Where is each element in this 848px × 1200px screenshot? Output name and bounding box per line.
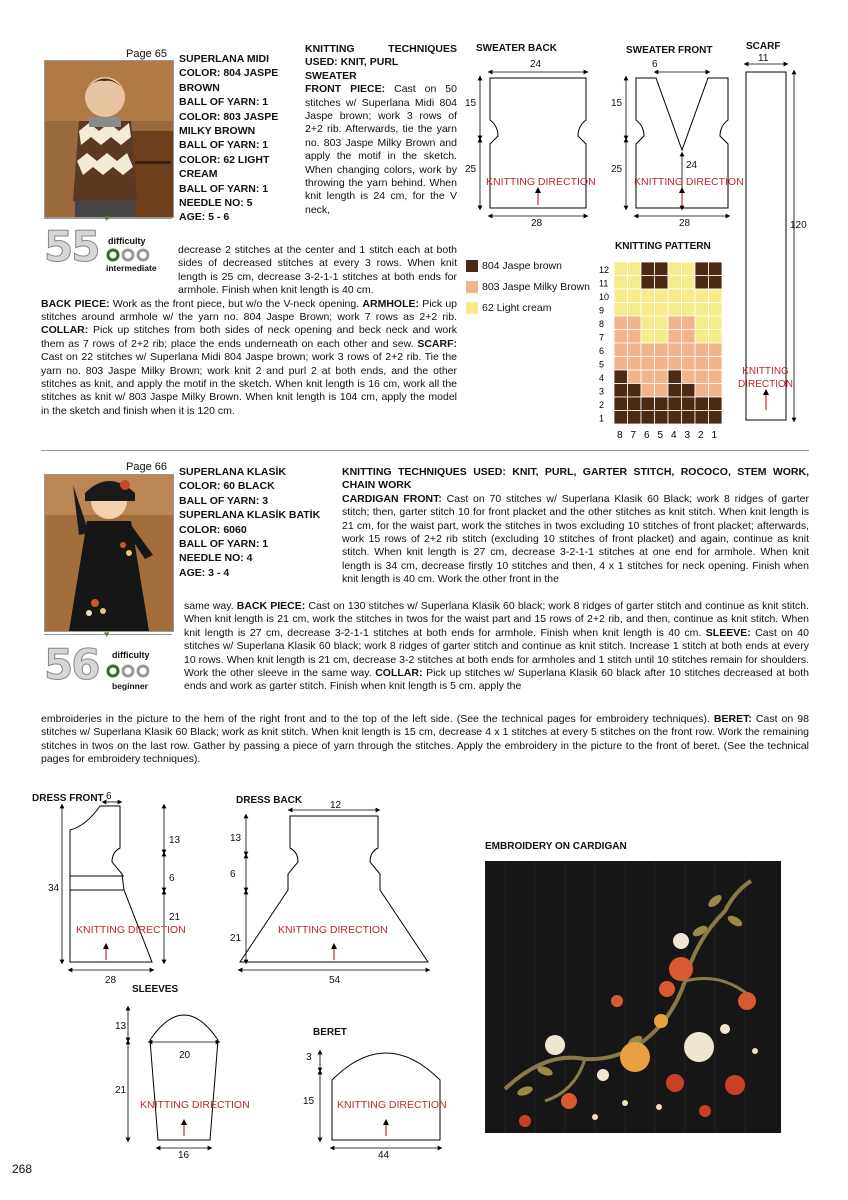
pattern-cell <box>655 289 669 303</box>
dress-front-title: DRESS FRONT <box>32 793 104 804</box>
pattern-cell <box>614 303 628 317</box>
col-label: 7 <box>630 430 637 441</box>
row-label: 1 <box>599 413 605 424</box>
dim-label: 28 <box>679 218 691 229</box>
pattern-cell <box>655 303 669 317</box>
page-ref: Page 65 <box>126 48 167 60</box>
pattern-cell <box>682 357 696 371</box>
row-label: 12 <box>599 265 610 275</box>
pattern-cell <box>668 276 682 290</box>
cardigan-front-text: CARDIGAN FRONT: Cast on 70 stitches w/ Superlana Klasik 60 Black; work 8 ridges of garter stitch; then, garter stitch 10 for front placket and the other stitches as knit stitch. When knit length is 21 cm, for the waist part, work the stitches in twos excluding 10 stitches of front placket; afterwards, work 15 rows of 2+2 rib stitch (excluding 10 stitches of front placket) and again, continue as knit stitch. When knit length is 27 cm, decrease 3-2-1-1 stitches at one end for armhole. When knit length is 34 cm, decrease firstly 10 stitches and then, 4 x 1 stitches for neck opening. Finish when knit length is 40 cm. Work the other front in the <box>342 492 809 586</box>
pattern-cell <box>628 276 642 290</box>
dim-label: 21 <box>169 912 181 923</box>
col-label: 1 <box>711 430 718 441</box>
pattern-cell <box>641 330 655 344</box>
dim-label: 24 <box>686 160 698 171</box>
spec-line: BALL OF YARN: 1 <box>179 96 269 109</box>
difficulty-level: intermediate <box>106 263 157 273</box>
pattern-cell <box>682 384 696 398</box>
pattern-cell <box>668 411 682 425</box>
pattern-cell <box>709 343 723 357</box>
dim-label: 25 <box>611 164 623 175</box>
difficulty-label: difficulty <box>112 650 150 660</box>
pattern-cell <box>614 330 628 344</box>
pattern-cell <box>641 384 655 398</box>
row-label: 4 <box>599 373 605 383</box>
dim-label: 120 <box>790 220 807 231</box>
col-label: 2 <box>698 430 704 441</box>
pattern-cell <box>709 303 723 317</box>
knitting-pattern-title: KNITTING PATTERN <box>615 241 711 252</box>
pattern-cell <box>682 343 696 357</box>
techniques-heading: KNITTING TECHNIQUES USED: KNIT, PURL, GARTER STITCH, ROCOCO, STEM WORK, CHAIN WORK <box>342 466 809 492</box>
heart-icon: ♥ <box>104 213 110 223</box>
dim-label: 6 <box>106 791 112 802</box>
pattern-cell <box>682 397 696 411</box>
pattern-cell <box>695 411 709 425</box>
dim-label: 28 <box>105 975 117 986</box>
pattern-cell <box>655 370 669 384</box>
spec-line: SUPERLANA KLASİK BATİK <box>179 509 321 522</box>
dim-label: 3 <box>306 1052 312 1063</box>
boy-photo <box>44 60 174 218</box>
dim-label: 54 <box>329 975 341 986</box>
pattern-cell <box>655 357 669 371</box>
pattern-cell <box>682 262 696 276</box>
row-label: 8 <box>599 319 605 329</box>
back-piece-text: same way. BACK PIECE: Cast on 130 stitches w/ Superlana Klasik 60 black; work 8 ridges of garter stitch and continue as knit stitch. When knit length is 21 cm, work the stitches in twos for the waist part and 15 rows of 2+2 rib, and then, continue as knit stitch. When knit length is 27 cm, decrease 3-2-1-1 stitches at both ends for armhole. Finish when knit length is 40 cm. SLEEVE: Cast on 40 stitches w/ Superlana Klasik 60 black; work 8 ridges of garter stitch and continue as knit stitch. Increase 1 stitch at both ends at every 10 rows. When knit length is 21 cm, decrease 3-2 stitches at both ends for armholes and 1 stitch until 10 stitches remain for shoulders. Work the other sleeve in the same way. COLLAR: Pick up stitches w/ Superlana Klasik 60 black after 10 stitches decreased at both ends and work as garter stitch. Finish when knit length is 5 cm. apply the <box>184 600 810 693</box>
row-label: 3 <box>599 386 605 397</box>
pattern-cell <box>668 357 682 371</box>
pattern-cell <box>641 276 655 290</box>
pattern-cell <box>655 276 669 290</box>
scarf-title: SCARF <box>746 41 781 52</box>
beret-title: BERET <box>313 1027 347 1038</box>
pattern-cell <box>628 330 642 344</box>
pattern-cell <box>709 397 723 411</box>
row-label: 7 <box>599 332 605 343</box>
diagram-56 <box>0 790 470 1170</box>
spec-line: COLOR: 60 BLACK <box>179 480 275 493</box>
page-number: 268 <box>12 1162 33 1176</box>
spec-line: BALL OF YARN: 1 <box>179 139 269 152</box>
difficulty-badge <box>44 629 172 694</box>
pattern-cell <box>641 397 655 411</box>
pattern-cell <box>641 370 655 384</box>
pattern-cell <box>641 303 655 317</box>
row-label: 11 <box>599 278 609 289</box>
sweater-heading: SWEATER <box>305 69 357 82</box>
project-number: 55 <box>44 222 99 271</box>
spec-line: COLOR: 804 JASPE BROWN <box>179 67 279 94</box>
dim-label: 6 <box>652 59 658 70</box>
techniques-heading: KNITTING TECHNIQUES USED: KNIT, PURL <box>305 43 457 69</box>
sweater-front-title: SWEATER FRONT <box>626 45 713 56</box>
girl-photo <box>44 474 174 632</box>
pattern-cell <box>709 357 723 371</box>
knitting-direction: KNITTING DIRECTION <box>140 1099 250 1111</box>
pattern-cell <box>641 357 655 371</box>
pattern-cell <box>641 316 655 330</box>
spec-line: BALL OF YARN: 1 <box>179 182 269 195</box>
spec-line: SUPERLANA KLASİK <box>179 466 286 478</box>
pattern-cell <box>614 262 628 276</box>
knitting-direction: KNITTING DIRECTION <box>738 366 793 390</box>
pattern-cell <box>682 303 696 317</box>
spec-line: COLOR: 62 LIGHT CREAM <box>179 153 270 181</box>
pattern-cell <box>682 276 696 290</box>
pattern-cell <box>682 370 696 384</box>
sleeves-title: SLEEVES <box>132 984 179 995</box>
dim-label: 16 <box>178 1150 190 1161</box>
pattern-cell <box>668 370 682 384</box>
pattern-cell <box>695 276 709 290</box>
back-piece-text: BACK PIECE: Work as the front piece, but w/o the V-neck opening. ARMHOLE: Pick up stitches around armhole w/ the yarn no. 804 Jaspe Brown; work 7 rows as 2+2 rib. COLLAR: Pick up stitches from both sides of neck opening and beck neck and work them as 7 rows of 2+2 rib; place the ends underneath on each other and sew. SCARF: Cast on 22 stitches w/ Superlana Midi 804 Jaspe brown; work 3 rows of 2+2 rib. Tie the yarn no. 803 Jaspe Milky Brown; work knit 2 and purl 2 at both ends, and the other stitches as knit, and apply the motif in the sketch. When knit length is 16 cm, work all the stitches as knit w/ 803 Jaspe Milky Brown. When knit length is 104 cm, apply the model in the sketch and finish when it is 120 cm. <box>41 297 458 417</box>
knitting-direction: KNITTING DIRECTION <box>76 924 186 936</box>
pattern-cell <box>655 397 669 411</box>
dim-label: 15 <box>303 1096 315 1107</box>
legend-swatch <box>466 260 478 272</box>
pattern-cell <box>682 330 696 344</box>
pattern-cell <box>628 384 642 398</box>
embroidery-photo <box>485 861 781 1133</box>
pattern-cell <box>695 330 709 344</box>
project-number: 56 <box>44 640 99 689</box>
pattern-cell <box>628 357 642 371</box>
pattern-cell <box>668 397 682 411</box>
difficulty-label: difficulty <box>108 236 146 246</box>
pattern-cell <box>709 276 723 290</box>
pattern-cell <box>695 262 709 276</box>
pattern-cell <box>695 316 709 330</box>
pattern-cell <box>614 343 628 357</box>
knitting-direction: KNITTING DIRECTION <box>486 176 596 188</box>
pattern-cell <box>668 343 682 357</box>
pattern-cell <box>628 262 642 276</box>
dim-label: 13 <box>169 835 181 846</box>
legend-swatch <box>466 302 478 314</box>
col-label: 6 <box>644 430 650 441</box>
pattern-cell <box>695 303 709 317</box>
pattern-cell <box>682 289 696 303</box>
dim-label: 13 <box>230 833 242 844</box>
pattern-cell <box>695 289 709 303</box>
pattern-cell <box>641 343 655 357</box>
spec-line: COLOR: 803 JASPE MILKY BROWN <box>179 110 279 138</box>
dim-label: 25 <box>465 164 477 175</box>
embroidery-title: EMBROIDERY ON CARDIGAN <box>485 841 627 852</box>
row-label: 6 <box>599 346 605 356</box>
pattern-cell <box>641 262 655 276</box>
pattern-cell <box>614 411 628 425</box>
pattern-cell <box>614 276 628 290</box>
spec-line: NEEDLE NO: 5 <box>179 197 253 210</box>
pattern-cell <box>628 316 642 330</box>
pattern-cell <box>695 370 709 384</box>
pattern-cell <box>655 330 669 344</box>
knitting-pattern-grid <box>598 262 728 447</box>
pattern-cell <box>709 289 723 303</box>
dim-label: 20 <box>179 1050 191 1061</box>
knitting-direction: KNITTING DIRECTION <box>634 176 744 188</box>
dim-label: 15 <box>611 98 623 109</box>
pattern-cell <box>668 330 682 344</box>
difficulty-level: beginner <box>112 681 148 691</box>
pattern-cell <box>614 316 628 330</box>
dim-label: 28 <box>531 218 543 229</box>
col-label: 3 <box>684 430 691 441</box>
pattern-cell <box>614 370 628 384</box>
pattern-cell <box>628 303 642 317</box>
spec-line: NEEDLE NO: 4 <box>179 552 253 565</box>
pattern-cell <box>655 343 669 357</box>
dim-label: 6 <box>230 869 236 880</box>
pattern-legend: 804 Jaspe brown 803 Jaspe Milky Brown 62 Light cream <box>466 260 590 314</box>
dim-label: 12 <box>330 800 342 811</box>
spec-line: COLOR: 6060 <box>179 523 247 536</box>
pattern-cell <box>668 384 682 398</box>
pattern-cell <box>709 330 723 344</box>
row-label: 10 <box>599 292 610 302</box>
col-label: 4 <box>671 430 677 441</box>
page-ref: Page 66 <box>126 461 167 473</box>
pattern-cell <box>614 289 628 303</box>
spec-line: AGE: 5 - 6 <box>179 211 230 224</box>
spec-line: BALL OF YARN: 3 <box>179 494 269 507</box>
sweater-back-title: SWEATER BACK <box>476 43 557 54</box>
pattern-cell <box>655 384 669 398</box>
dim-label: 21 <box>230 933 242 944</box>
knitting-direction: KNITTING DIRECTION <box>337 1099 447 1111</box>
pattern-cell <box>668 316 682 330</box>
pattern-cell <box>628 411 642 425</box>
front-piece-cont: decrease 2 stitches at the center and 1 stitch each at both sides of decreased stitches at every 3 rows. When knit length is 25 cm, decrease 3-2-1-1 stitches at both ends for armhole. Finish when knit length is 40 cm. <box>178 244 457 297</box>
dress-back-title: DRESS BACK <box>236 795 303 806</box>
pattern-cell <box>614 384 628 398</box>
spec-line: AGE: 3 - 4 <box>179 566 230 579</box>
pattern-cell <box>668 289 682 303</box>
pattern-cell <box>628 397 642 411</box>
row-label: 5 <box>599 359 605 370</box>
front-piece-text: FRONT PIECE: Cast on 50 stitches w/ Superlana Midi 804 Jaspe brown; work 3 rows of 2+2 rib. Afterwards, tie the yarn no. 803 Jaspe Milky Brown and apply the motif in the sketch. When changing colors, work by throwing the yarn behind. When knit length is 24 cm, for the V neck, <box>305 83 457 216</box>
heart-icon: ♥ <box>104 629 110 639</box>
pattern-cell <box>709 384 723 398</box>
pattern-cell <box>709 411 723 425</box>
collar-beret-text: embroideries in the picture to the hem of the right front and to the top of the left side. (See the technical pages for embroidery techniques). BERET: Cast on 98 stitches w/ Superlana Klasik 60 Black; work as knit stitch. When knit length is 15 cm, decrease 4 x 1 stitches at every 5 stitches on the front row. Work the remaining stitches in twos on the last row. Gather by passing a piece of yarn through the stitches. Apply the embroidery in the picture to the front of beret. (See the technical pages for embroidery techniques). <box>41 713 809 766</box>
pattern-cell <box>682 411 696 425</box>
pattern-cell <box>614 397 628 411</box>
pattern-cell <box>668 262 682 276</box>
pattern-cell <box>709 370 723 384</box>
pattern-cell <box>655 262 669 276</box>
pattern-cell <box>628 343 642 357</box>
dim-label: 34 <box>48 883 60 894</box>
row-label: 9 <box>599 305 605 316</box>
dim-label: 44 <box>378 1150 390 1161</box>
pattern-cell <box>614 357 628 371</box>
pattern-cell <box>682 316 696 330</box>
legend-swatch <box>466 281 478 293</box>
dim-label: 6 <box>169 873 175 884</box>
spec-line: SUPERLANA MIDI <box>179 53 270 65</box>
pattern-cell <box>655 316 669 330</box>
pattern-cell <box>695 343 709 357</box>
row-label: 2 <box>599 400 605 410</box>
dim-label: 15 <box>465 98 477 109</box>
dim-label: 13 <box>115 1021 127 1032</box>
dim-label: 21 <box>115 1085 127 1096</box>
col-label: 8 <box>617 430 623 441</box>
pattern-cell <box>628 289 642 303</box>
pattern-cell <box>668 303 682 317</box>
pattern-cell <box>641 289 655 303</box>
pattern-cell <box>628 370 642 384</box>
knitting-direction: KNITTING DIRECTION <box>278 924 388 936</box>
dim-label: 24 <box>530 59 542 70</box>
dim-label: 11 <box>758 53 769 64</box>
pattern-cell <box>695 397 709 411</box>
spec-line: BALL OF YARN: 1 <box>179 538 269 551</box>
pattern-cell <box>655 411 669 425</box>
pattern-cell <box>695 357 709 371</box>
pattern-cell <box>695 384 709 398</box>
pattern-cell <box>709 262 723 276</box>
pattern-cell <box>709 316 723 330</box>
pattern-cell <box>641 411 655 425</box>
col-label: 5 <box>657 430 664 441</box>
